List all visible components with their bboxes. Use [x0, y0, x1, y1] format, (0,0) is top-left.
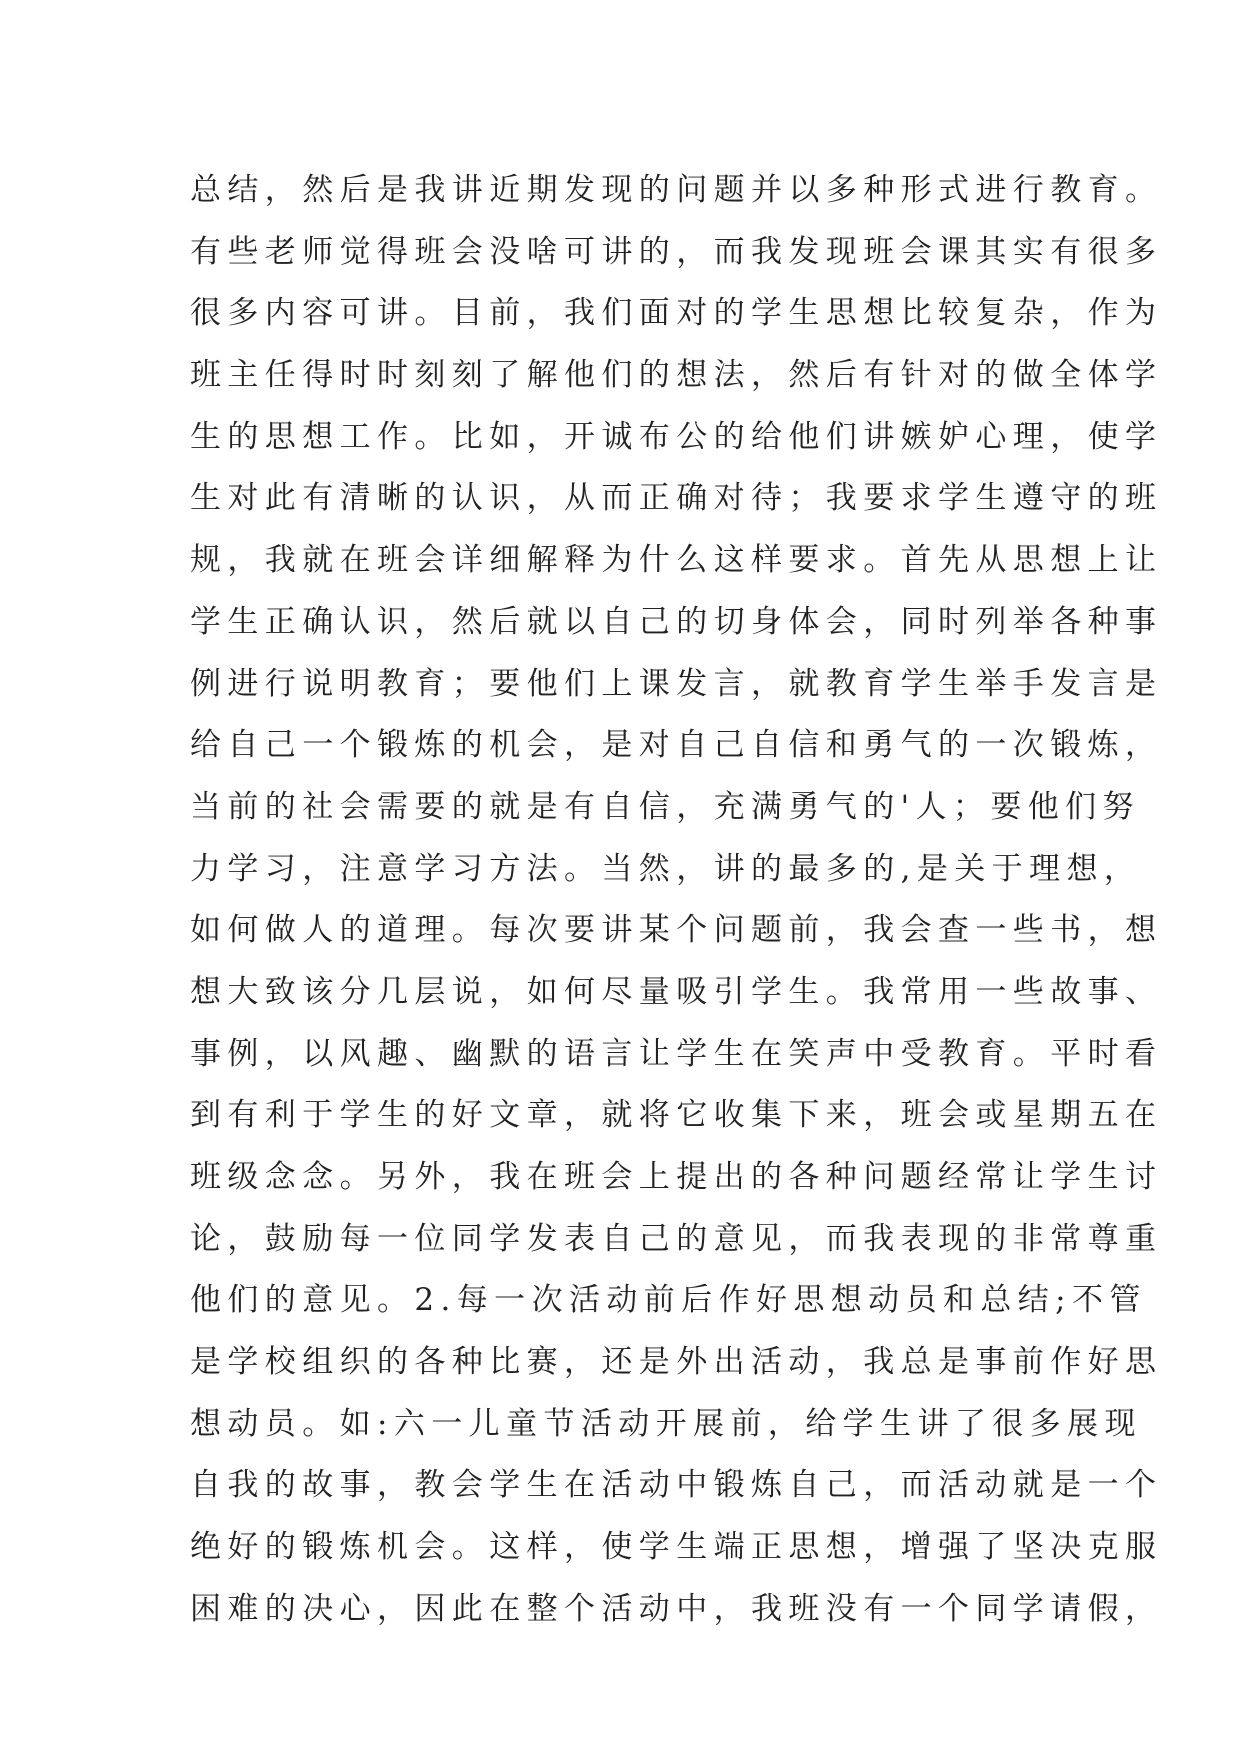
text-line: 规，我就在班会详细解释为什么这样要求。首先从思想上让 [190, 542, 1163, 579]
text-line: 想动员。如:六一儿童节活动开展前，给学生讲了很多展现 [190, 1405, 1142, 1442]
text-line: 很多内容可讲。目前，我们面对的学生思想比较复杂，作为 [190, 295, 1163, 332]
text-line: 学生正确认识，然后就以自己的切身体会，同时列举各种事 [190, 603, 1163, 640]
text-line: 生的思想工作。比如，开诚布公的给他们讲嫉妒心理，使学 [190, 418, 1163, 455]
text-line: 生对此有清晰的认识，从而正确对待；我要求学生遵守的班 [190, 480, 1163, 517]
text-line: 绝好的锻炼机会。这样，使学生端正思想，增强了坚决克服 [190, 1529, 1163, 1566]
text-line: 自我的故事，教会学生在活动中锻炼自己，而活动就是一个 [190, 1467, 1163, 1504]
text-line: 困难的决心，因此在整个活动中，我班没有一个同学请假， [190, 1590, 1163, 1627]
text-line: 事例，以风趣、幽默的语言让学生在笑声中受教育。平时看 [190, 1035, 1163, 1072]
body-text [190, 160, 1163, 1641]
text-line: 到有利于学生的好文章，就将它收集下来，班会或星期五在 [190, 1097, 1163, 1134]
text-line: 例进行说明教育；要他们上课发言，就教育学生举手发言是 [190, 665, 1163, 702]
text-line: 班主任得时时刻刻了解他们的想法，然后有针对的做全体学 [190, 357, 1163, 394]
text-line: 论，鼓励每一位同学发表自己的意见，而我表现的非常尊重 [190, 1220, 1163, 1257]
text-line: 想大致该分几层说，如何尽量吸引学生。我常用一些故事、 [190, 973, 1163, 1010]
text-line: 力学习，注意学习方法。当然，讲的最多的,是关于理想， [190, 850, 1142, 887]
text-line: 当前的社会需要的就是有自信，充满勇气的'人；要他们努 [190, 788, 1140, 825]
text-line: 总结，然后是我讲近期发现的问题并以多种形式进行教育。 [190, 172, 1163, 208]
text-line: 如何做人的道理。每次要讲某个问题前，我会查一些书，想 [190, 912, 1163, 949]
text-line: 他们的意见。2.每一次活动前后作好思想动员和总结;不管 [190, 1282, 1147, 1319]
text-line: 班级念念。另外，我在班会上提出的各种问题经常让学生讨 [190, 1159, 1163, 1195]
text-line: 有些老师觉得班会没啥可讲的，而我发现班会课其实有很多 [190, 233, 1163, 270]
text-line: 给自己一个锻炼的机会，是对自己自信和勇气的一次锻炼， [190, 727, 1163, 764]
text-line: 是学校组织的各种比赛，还是外出活动，我总是事前作好思 [190, 1344, 1163, 1381]
